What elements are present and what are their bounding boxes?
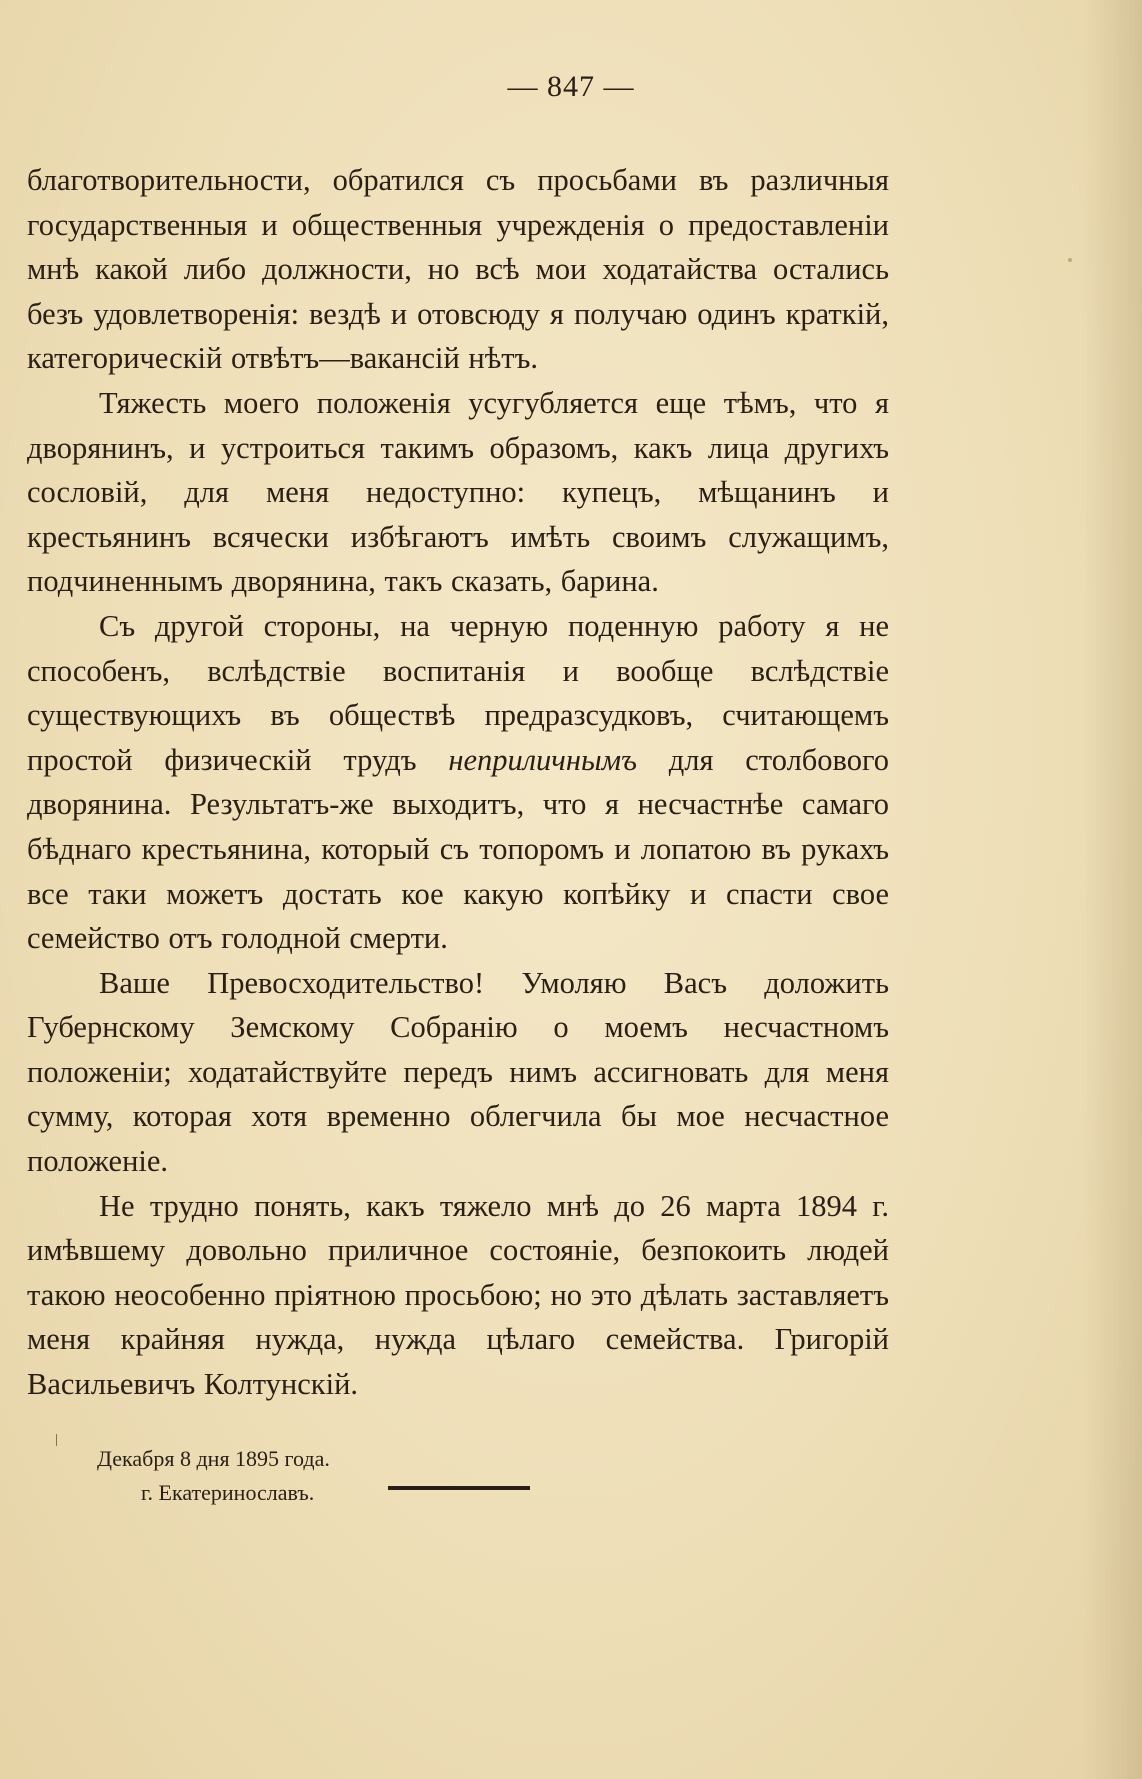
paragraph-4: Ваше Превосходительство! Умоляю Васъ доложить Губернскому Земскому Собранію о моемъ несчастномъ положеніи; ходатайствуйте передъ нимъ ассигновать для меня сумму, которая хотя временно облегчила бы мое несчастное положеніе. bbox=[27, 965, 889, 1179]
paragraph-2: Тяжесть моего положенія усугубляется еще тѣмъ, что я дворянинъ, и устроиться такимъ образомъ, какъ лица другихъ сословій, для меня недоступно: купецъ, мѣщанинъ и крестьянинъ всячески избѣгаютъ имѣть своимъ служащимъ, подчиненнымъ дворянина, такъ сказать, барина. bbox=[27, 385, 889, 599]
paragraph-3-end: для столбового дворянина. Результатъ-же выходитъ, что я несчастнѣе самаго бѣднаго крестьянина, который съ топоромъ и лопатою въ рукахъ все таки можетъ достать кое какую копѣйку и спасти свое семейство отъ голодной смерти. bbox=[27, 742, 890, 956]
signature-block bbox=[97, 1442, 330, 1510]
page-number: — 847 — bbox=[507, 70, 635, 103]
margin-mark bbox=[56, 1434, 57, 1446]
italic-word: неприличнымъ bbox=[448, 742, 637, 777]
closing-rule bbox=[388, 1486, 530, 1490]
paragraph-3-start: Съ другой стороны, на черную поденную работу я не способенъ, вслѣдствіе воспитанія и вообще вслѣдствіе существующихъ въ обществѣ предразсудковъ, считающемъ простой физическій трудъ bbox=[27, 608, 889, 777]
signature-date: Декабря 8 дня 1895 года. bbox=[97, 1446, 330, 1471]
paragraph-5: Не трудно понять, какъ тяжело мнѣ до 26 марта 1894 г. имѣвшему довольно приличное состояніе, безпокоить людей такою неособенно пріятною просьбою; но это дѣлать заставляетъ меня крайняя нужда, нужда цѣлаго семейства. Григорій Васильевичъ Колтунскій. bbox=[27, 1188, 889, 1402]
paragraph-1: благотворительности, обратился съ просьбами въ различныя государственныя и общественныя учрежденія о предоставленіи мнѣ какой либо должности, но всѣ мои ходатайства остались безъ удовлетворенія: вездѣ и отовсюду я получаю одинъ краткій, категорическій отвѣтъ—вакансій нѣтъ. bbox=[27, 163, 889, 376]
signature-place: г. Екатеринославъ. bbox=[141, 1480, 315, 1505]
paragraph-3 bbox=[27, 604, 889, 961]
page-edge-shadow bbox=[1082, 0, 1142, 1779]
letter-body bbox=[27, 158, 889, 1407]
paper-speck bbox=[1068, 258, 1072, 262]
